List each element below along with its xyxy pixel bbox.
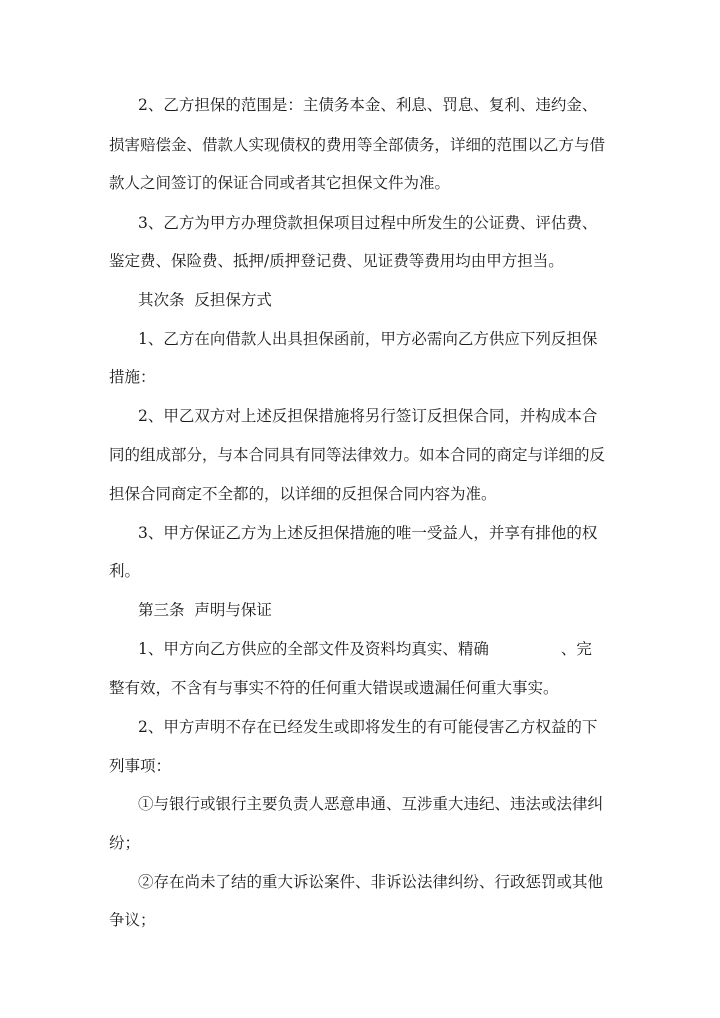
- paragraph-text: 1、甲方向乙方供应的全部文件及资料均真实、精确: [138, 640, 489, 658]
- paragraph-line: 2、甲方声明不存在已经发生或即将发生的有可能侵害乙方权益的下: [138, 718, 598, 736]
- paragraph-line: 3、甲方保证乙方为上述反担保措施的唯一受益人，并享有排他的权: [138, 524, 598, 542]
- paragraph-line: 担保合同商定不全都的，以详细的反担保合同内容为准。: [109, 485, 497, 503]
- paragraph-line: 3、乙方为甲方办理贷款担保项目过程中所发生的公证费、评估费、: [138, 214, 598, 232]
- paragraph-line: 损害赔偿金、借款人实现债权的费用等全部债务，详细的范围以乙方与借: [109, 136, 606, 154]
- section-heading: 其次条 反担保方式: [138, 291, 272, 309]
- paragraph-line: 纷；: [109, 834, 141, 852]
- paragraph-line: 措施：: [109, 368, 156, 386]
- paragraph-line: 款人之间签订的保证合同或者其它担保文件为准。: [109, 174, 451, 192]
- paragraph-line: 整有效，不含有与事实不符的任何重大错误或遗漏任何重大事实。: [109, 679, 559, 697]
- paragraph-line: 利。: [109, 562, 141, 580]
- paragraph-line: 鉴定费、保险费、抵押/质押登记费、见证费等费用均由甲方担当。: [109, 252, 564, 270]
- paragraph-line: 争议；: [109, 911, 156, 929]
- paragraph-line: 同的组成部分，与本合同具有同等法律效力。如本合同的商定与详细的反: [109, 446, 606, 464]
- paragraph-line: 2、乙方担保的范围是：主债务本金、利息、罚息、复利、违约金、: [138, 96, 598, 114]
- paragraph-line: 列事项：: [109, 757, 172, 775]
- paragraph-line: 1、乙方在向借款人出具担保函前，甲方必需向乙方供应下列反担保: [138, 330, 598, 348]
- paragraph-line: [138, 638, 720, 660]
- section-heading: 第三条 声明与保证: [138, 601, 272, 619]
- paragraph-line: 2、甲乙双方对上述反担保措施将另行签订反担保合同，并构成本合: [138, 407, 598, 425]
- paragraph-text: 、完: [560, 640, 592, 658]
- paragraph-line: ②存在尚未了结的重大诉讼案件、非诉讼法律纠纷、行政惩罚或其他: [138, 873, 604, 891]
- paragraph-line: ①与银行或银行主要负责人恶意串通、互涉重大违纪、违法或法律纠: [138, 795, 604, 813]
